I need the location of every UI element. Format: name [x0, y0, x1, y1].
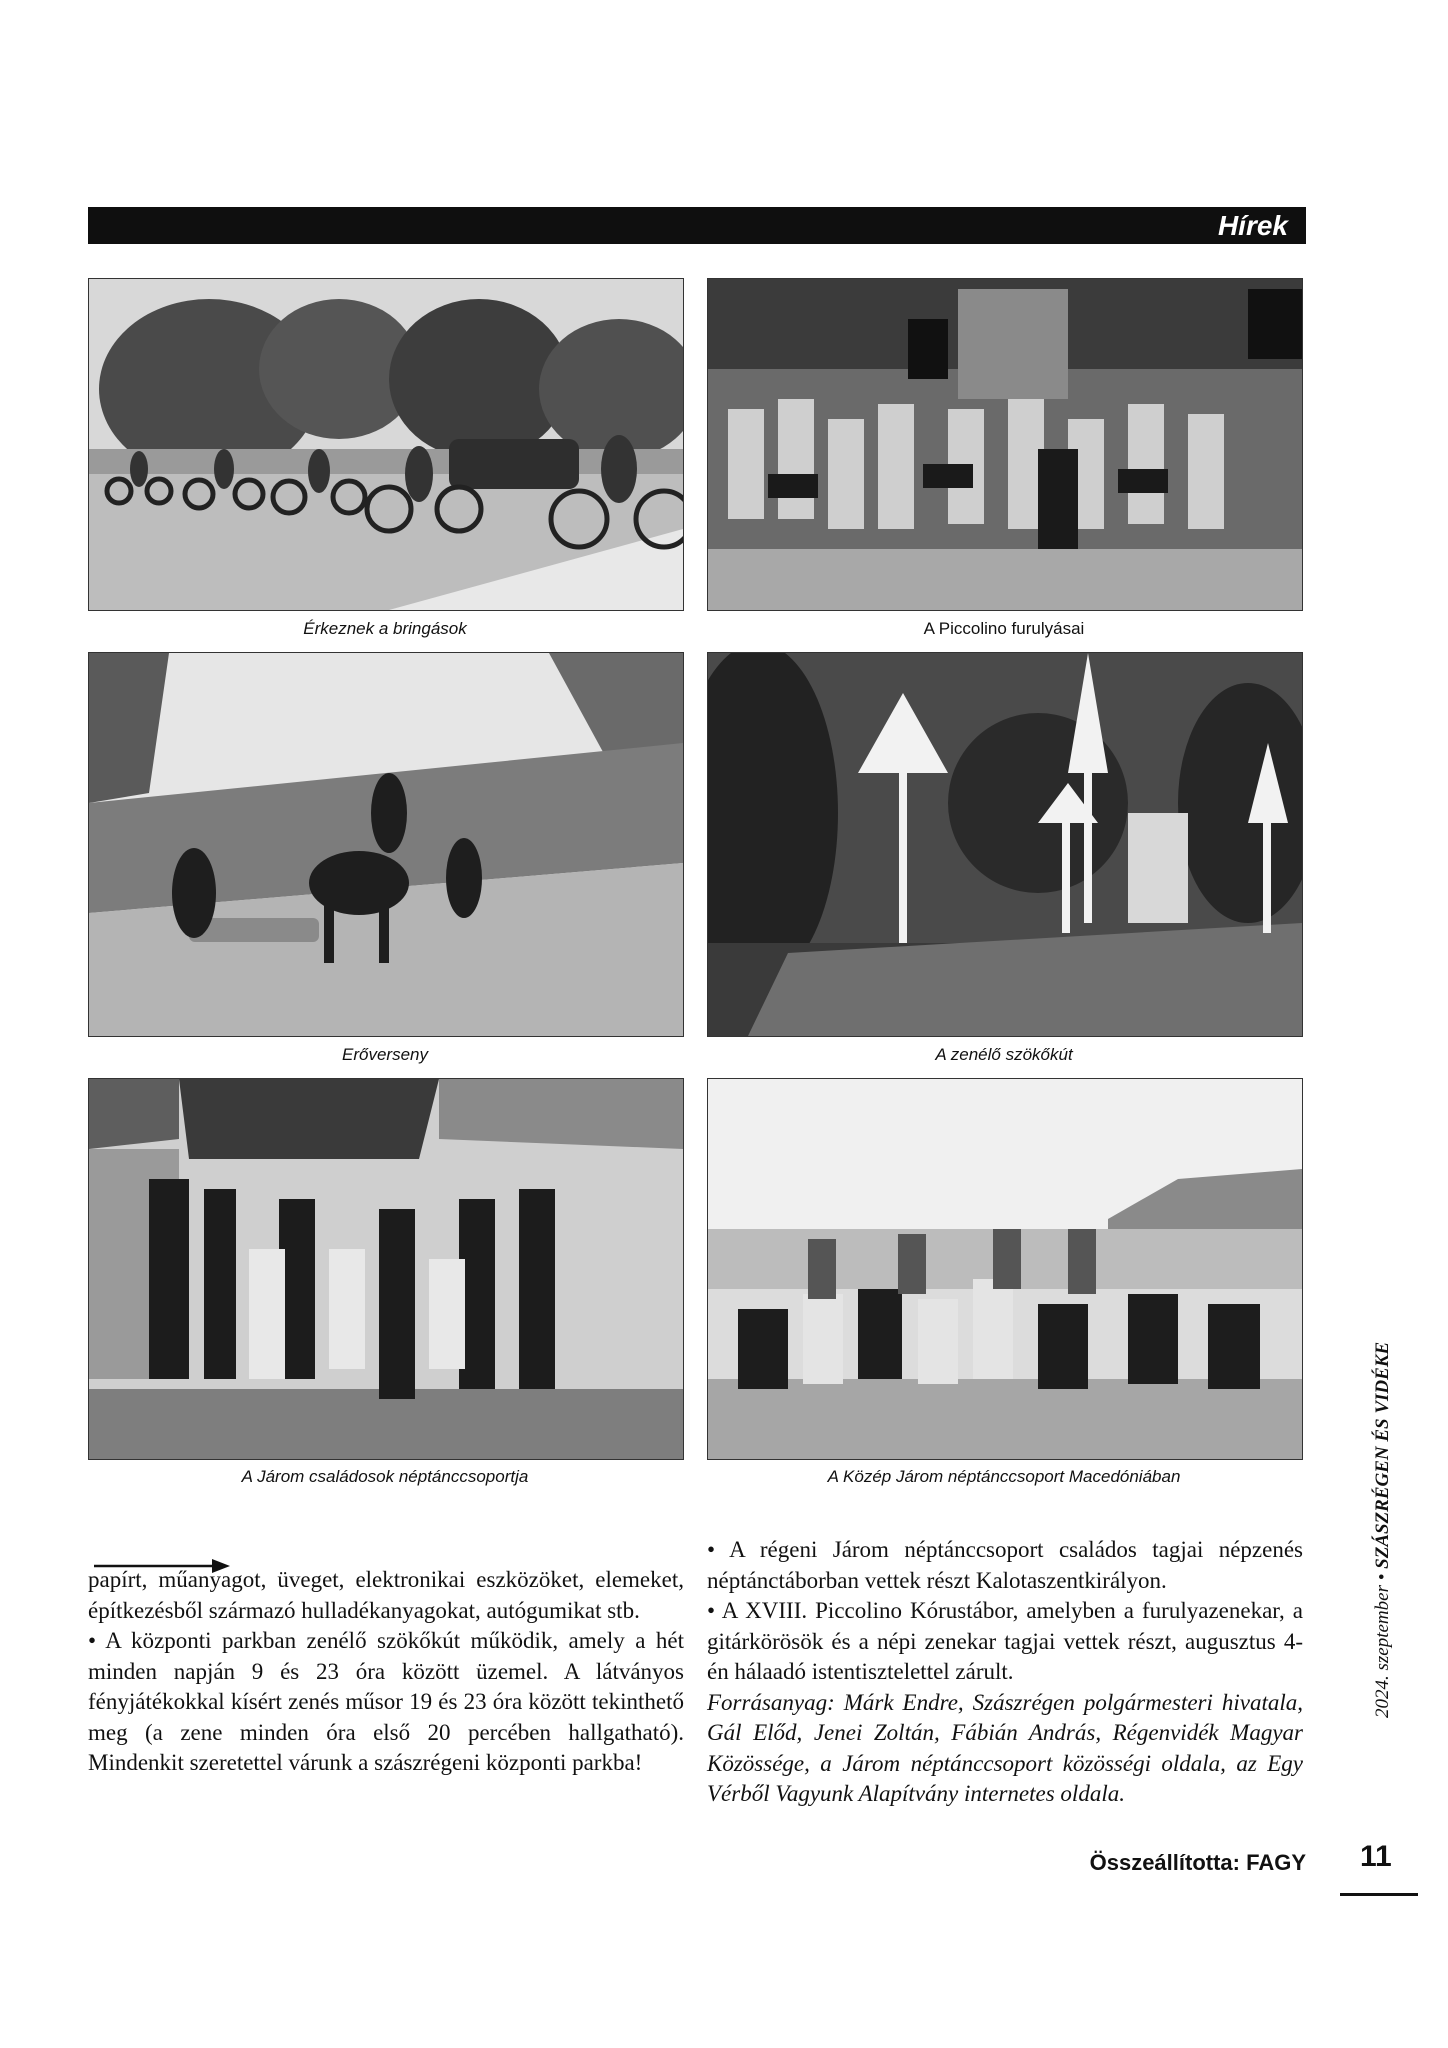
photo-youth-group [707, 1078, 1303, 1460]
running-footer [1372, 1341, 1394, 1718]
section-title: Hírek [1217, 210, 1288, 241]
photo-caption: A zenélő szökőkút [935, 1045, 1073, 1064]
left-text-column [88, 1565, 684, 1779]
photo-caption: A Járom családosok néptánccsoportja [241, 1467, 529, 1486]
section-header-bar [88, 207, 1306, 244]
photo-horse-contest [88, 652, 684, 1037]
paragraph: • A központi parkban zenélő szökőkút működik, amely a hét minden napján 9 és 23 óra között üzemel. A látványos fényjátékokkal kísért zenés műsor 19 és 23 óra között tekinthető meg (a zene minden óra első 20 percében hallgatható). Mindenkit szeretettel várunk a szászrégeni központi parkba! [88, 1628, 684, 1775]
paragraph: • A régeni Járom néptánccsoport családos tagjai népzenés néptánctáborban vettek részt Kalotaszentkirályon. [707, 1537, 1303, 1593]
publication-name: SZÁSZRÉGEN ÉS VIDÉKE [1372, 1341, 1393, 1569]
photo-recorder-group [707, 278, 1303, 611]
separator-bullet: • [1372, 1573, 1393, 1581]
page-number-rule [1340, 1893, 1418, 1896]
photo-caption: Erőverseny [342, 1045, 428, 1064]
issue-date: 2024. szeptember [1372, 1585, 1393, 1718]
page-number: 11 [1360, 1840, 1392, 1873]
photo-fountain [707, 652, 1303, 1037]
sources-paragraph: Forrásanyag: Márk Endre, Szászrégen polgármesteri hivatala, Gál Előd, Jenei Zoltán, Fábián András, Régenvidék Magyar Közössége, a Járom néptánccsoport közösségi oldala, az Egy Vérből Vagyunk Alapítvány internetes oldala. [707, 1689, 1303, 1806]
photo-caption: A Piccolino furulyásai [923, 619, 1085, 638]
right-text-column [707, 1535, 1303, 1810]
author-signature: Összeállította: FAGY [1089, 1850, 1306, 1875]
photo-caption: A Közép Járom néptánccsoport Macedóniában [827, 1467, 1181, 1486]
photo-dance-group [88, 1078, 684, 1460]
paragraph: • A XVIII. Piccolino Kórustábor, amelyben a furulyazenekar, a gitárkörösök és a népi zenekar tagjai vettek részt, augusztus 4-én hálaadó istentisztelettel zárult. [707, 1598, 1303, 1684]
paragraph: papírt, műanyagot, üveget, elektronikai eszközöket, elemeket, építkezésből származó hulladékanyagokat, autógumikat stb. [88, 1567, 684, 1623]
photo-cyclists [88, 278, 684, 611]
photo-caption: Érkeznek a bringások [303, 619, 467, 638]
